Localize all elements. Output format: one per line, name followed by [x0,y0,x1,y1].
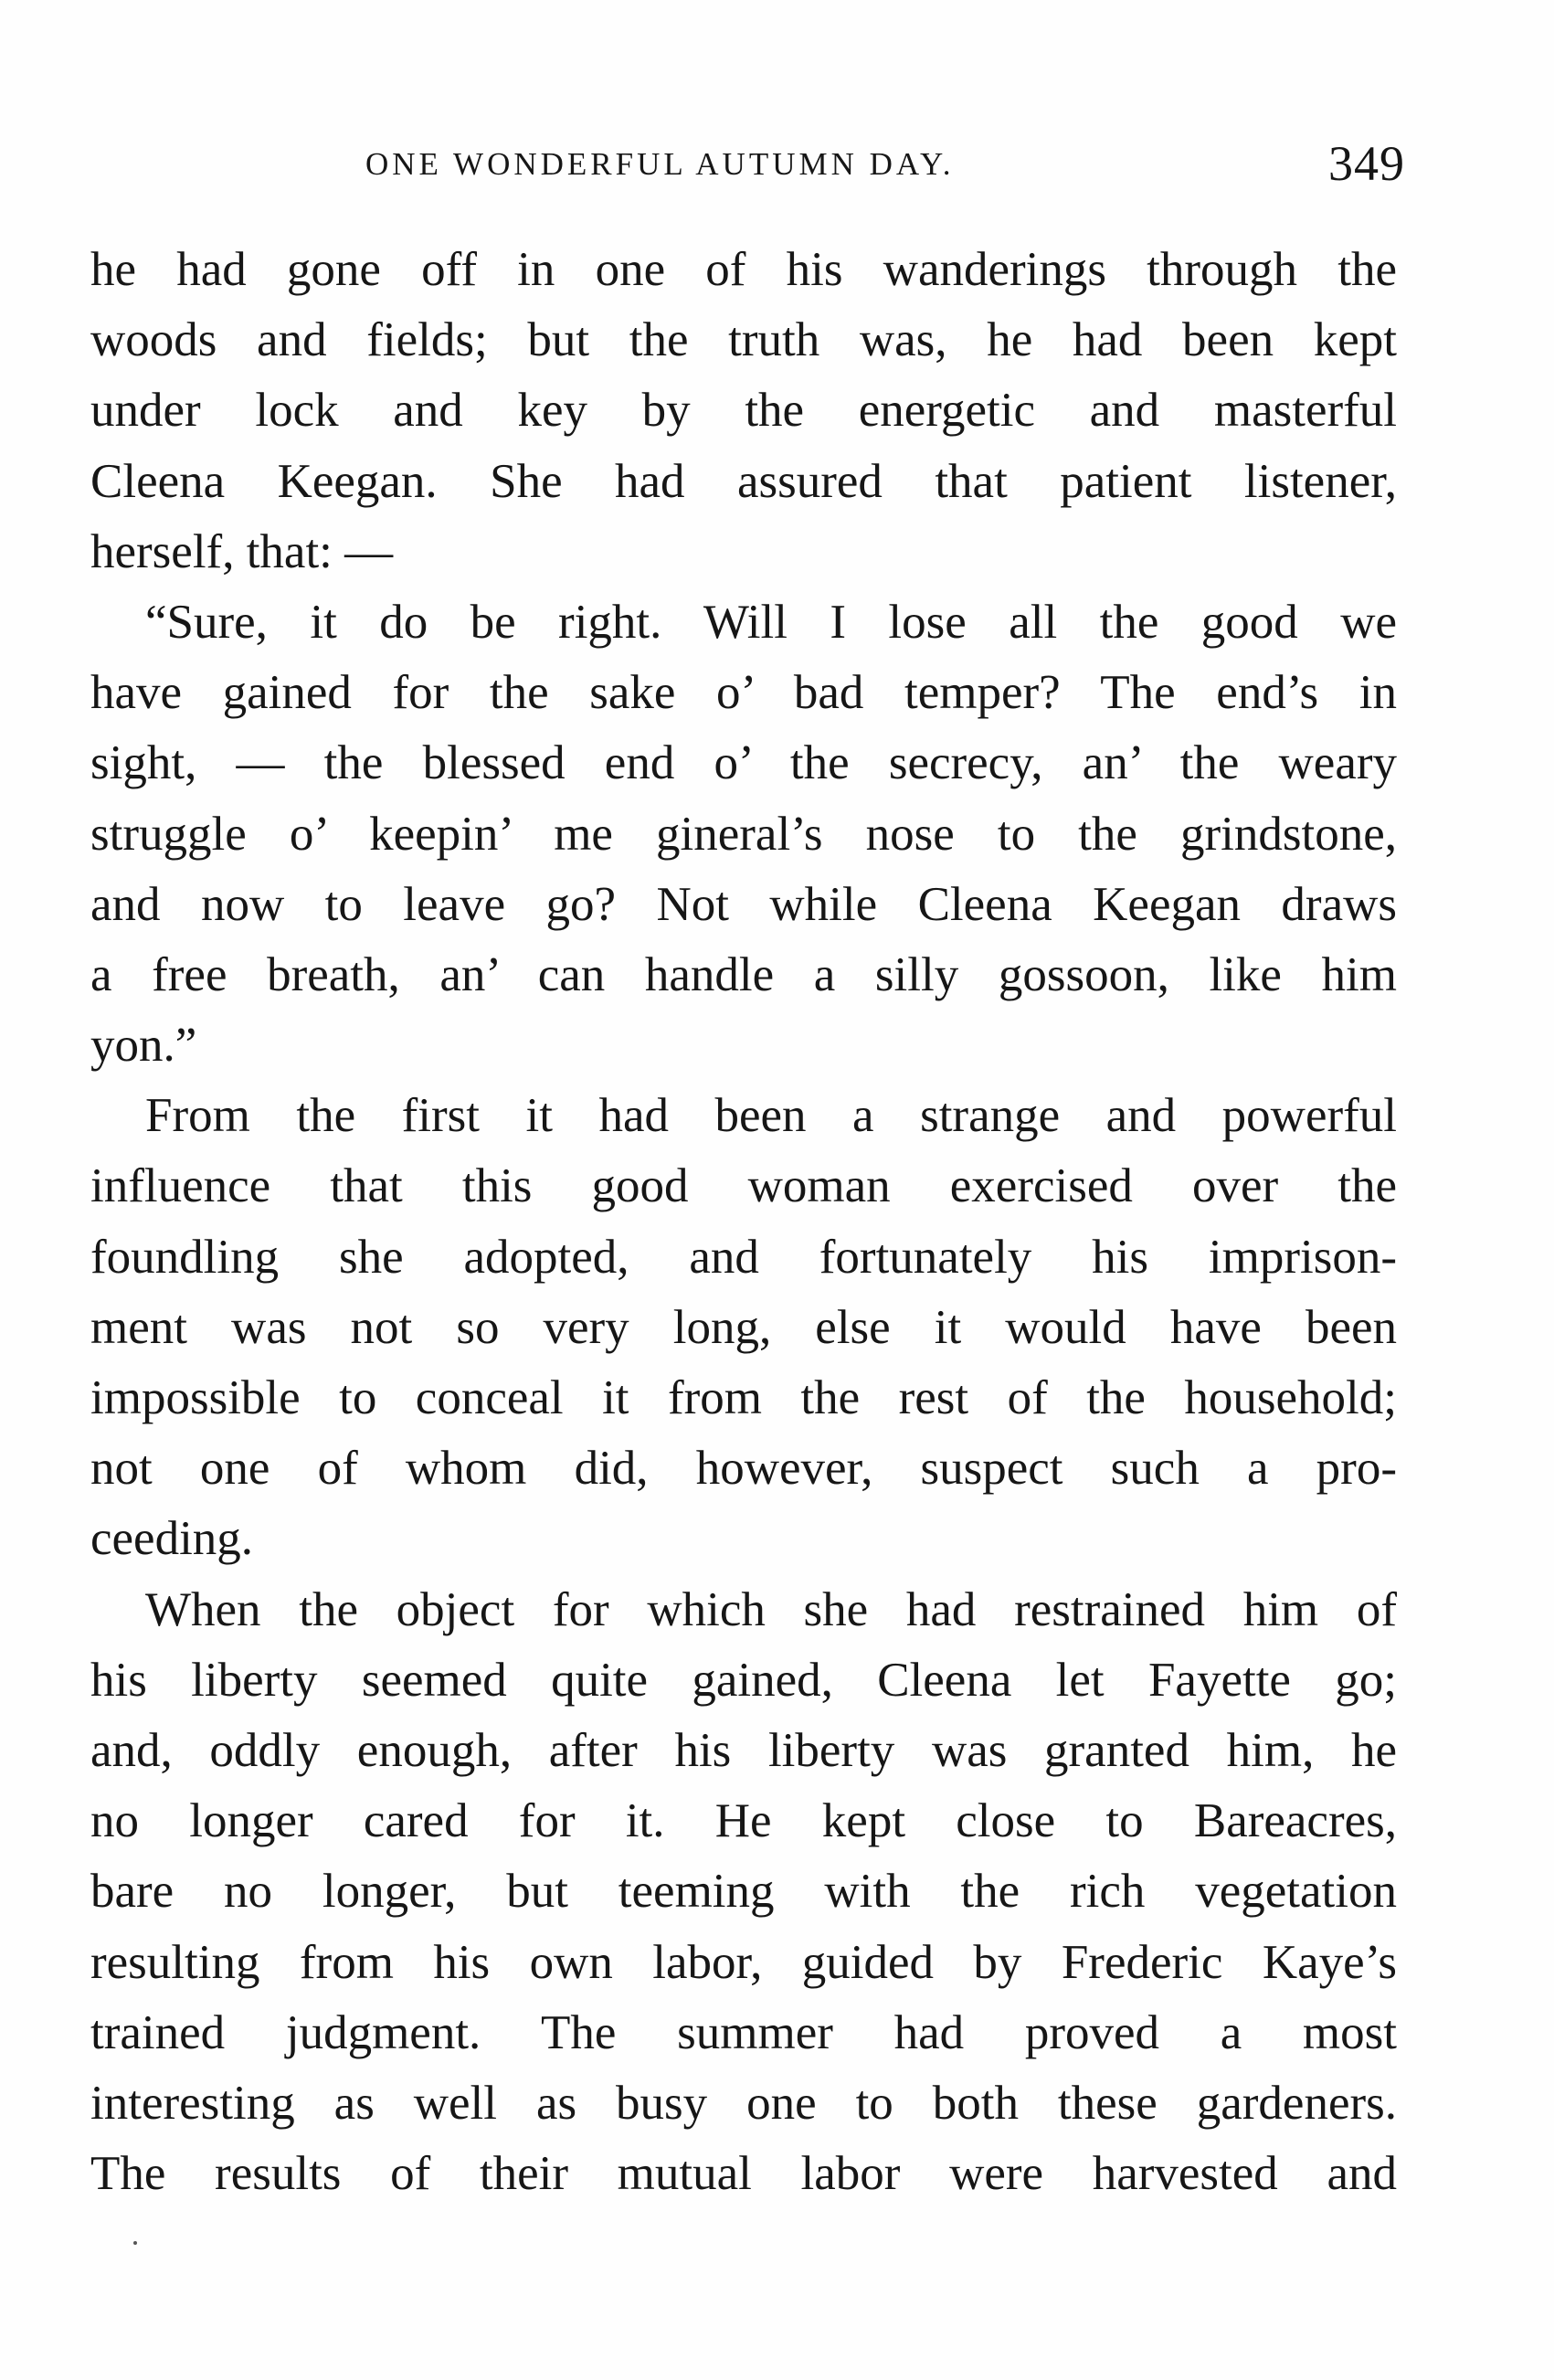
text-line: struggle o’ keepin’ me gineral’s nose to the grindstone, [90,807,1397,861]
text-line: From the first it had been a strange and powerful [145,1089,1397,1143]
text-line: “Sure, it do be right. Will I lose all the good we [145,595,1397,649]
text-line: and, oddly enough, after his liberty was granted him, he [90,1723,1397,1777]
text-line: herself, that: — [90,524,394,578]
text-line: bare no longer, but teeming with the rich vegetation [90,1865,1397,1919]
text-line: trained judgment. The summer had proved a most [90,2005,1397,2059]
text-line: ceeding. [90,1512,254,1566]
text-line: resulting from his own labor, guided by Frederic Kaye’s [90,1935,1397,1989]
text-line: sight, — the blessed end o’ the secrecy, an’ the weary [90,736,1397,790]
text-line: ment was not so very long, else it would have been [90,1300,1397,1354]
text-line: influence that this good woman exercised over the [90,1159,1397,1213]
text-line: Cleena Keegan. She had assured that patient listener, [90,454,1397,508]
text-line: have gained for the sake o’ bad temper? The end’s in [90,666,1397,720]
text-line: impossible to conceal it from the rest of the household; [90,1371,1397,1424]
ink-speck [133,2241,137,2245]
text-line: interesting as well as busy one to both these gardeners. [90,2076,1397,2130]
text-line: and now to leave go? Not while Cleena Keegan draws [90,877,1397,931]
text-line: a free breath, an’ can handle a silly gossoon, like him [90,947,1397,1001]
text-line: under lock and key by the energetic and masterful [90,384,1397,438]
text-line: woods and fields; but the truth was, he had been kept [90,313,1397,367]
text-line: yon.” [90,1019,197,1073]
text-line: his liberty seemed quite gained, Cleena let Fayette go; [90,1653,1397,1707]
text-line: foundling she adopted, and fortunately his imprison- [90,1230,1397,1284]
page-number: 349 [1328,136,1405,191]
text-line: not one of whom did, however, suspect such a pro- [90,1442,1397,1496]
text-line: he had gone off in one of his wanderings through the [90,243,1397,296]
text-line: The results of their mutual labor were harvested and [90,2147,1397,2201]
running-header [0,135,1554,199]
running-title: ONE WONDERFUL AUTUMN DAY. [365,146,955,182]
text-line: no longer cared for it. He kept close to Bareacres, [90,1794,1397,1848]
text-line: When the object for which she had restrained him of [145,1582,1397,1636]
body-text [90,235,1397,2209]
